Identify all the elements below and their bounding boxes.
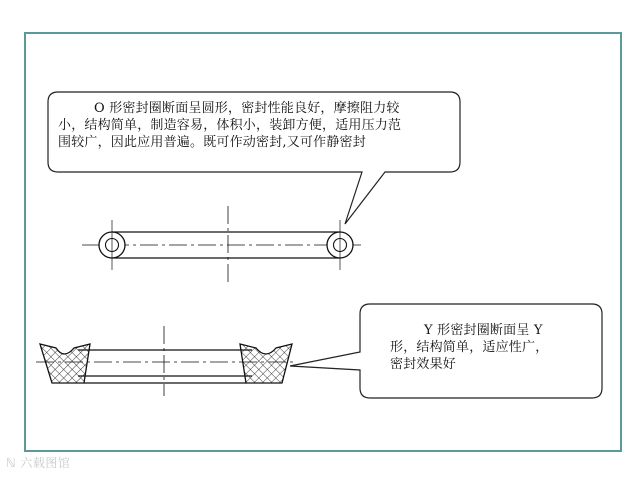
watermark: ℕ 六载图馆: [6, 456, 71, 470]
y-ring-line-2: 形，结构简单，适应性广，: [390, 340, 549, 355]
o-ring-description: [58, 100, 448, 151]
y-ring-left-section: [40, 344, 90, 383]
y-ring-description: [390, 322, 600, 373]
o-ring-line-2: 小，结构简单，制造容易，体积小，装卸方便，适用压力范: [58, 118, 402, 133]
o-ring-drawing: [82, 206, 362, 284]
o-ring-line-1: O 形密封圈断面呈圆形，密封性能良好，摩擦阻力较: [94, 101, 400, 116]
o-ring-line-3: 围较广，因此应用普遍。既可作动密封,又可作静密封: [58, 135, 366, 150]
y-ring-right-section: [240, 344, 292, 383]
y-ring-line-3: 密封效果好: [390, 357, 457, 372]
y-ring-line-1: Y 形密封圈断面呈 Y: [424, 323, 543, 338]
y-ring-drawing: [36, 326, 296, 396]
